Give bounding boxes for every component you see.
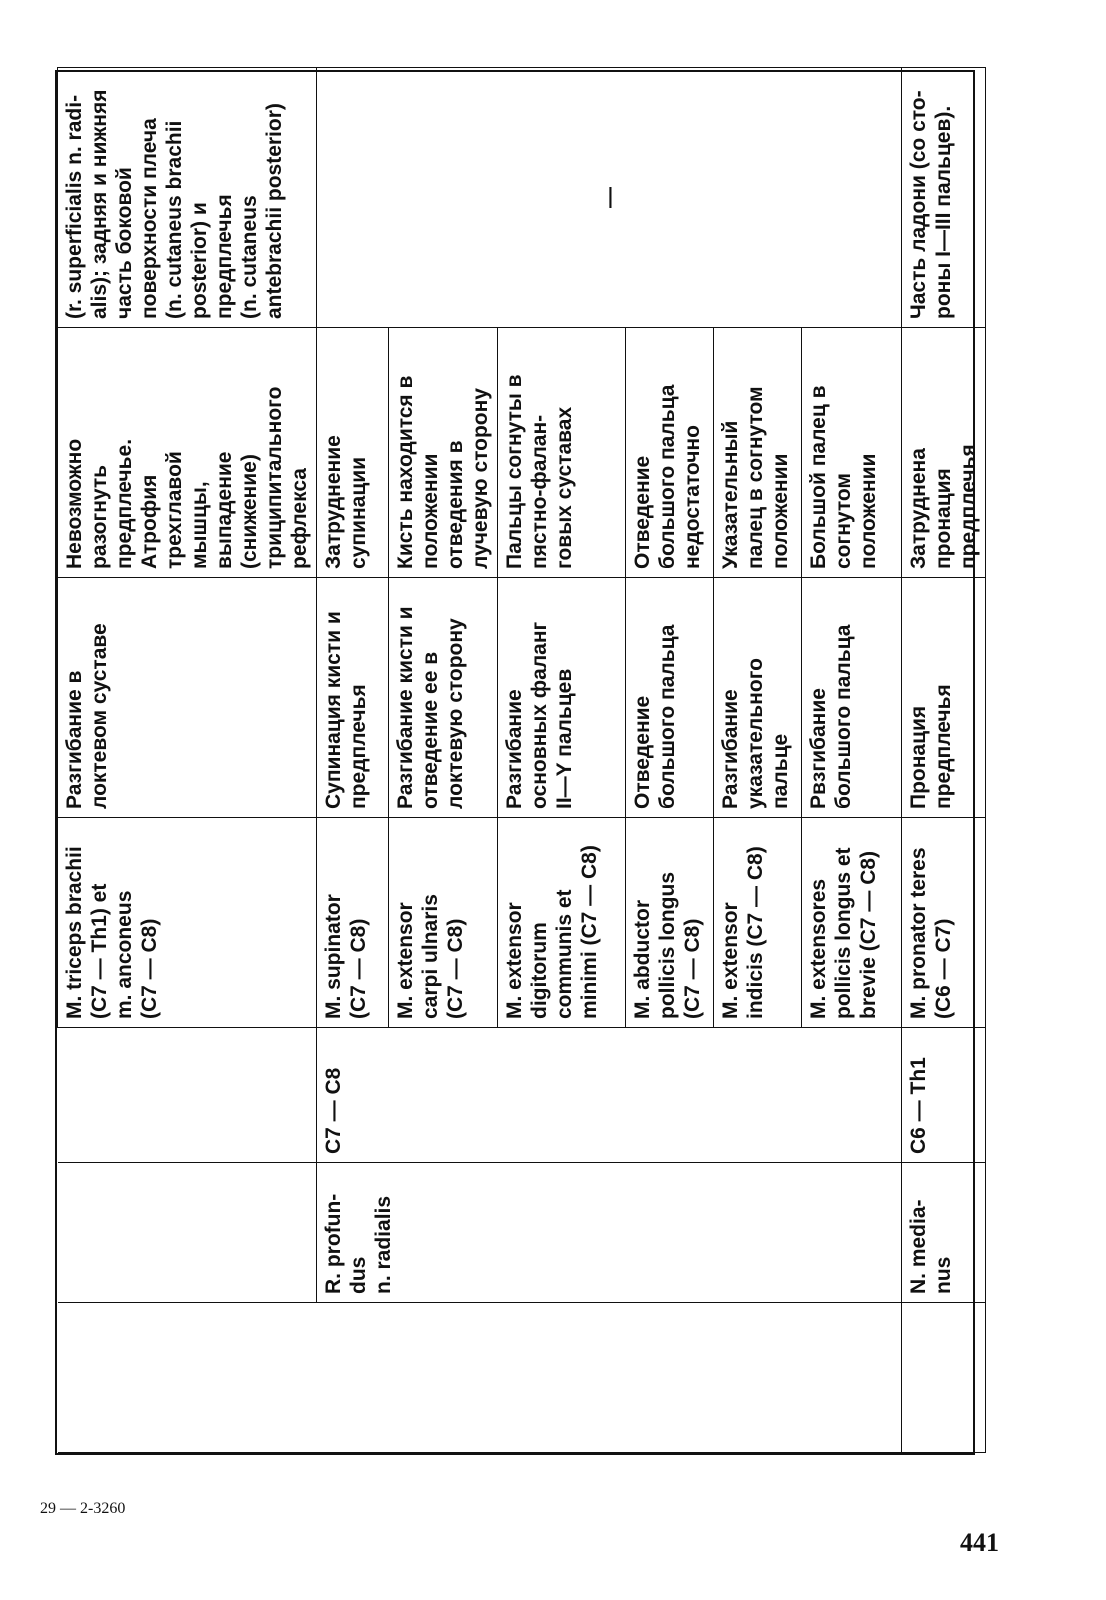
muscle-cell: M. pronator teres (C6 — C7) (902, 818, 986, 1028)
table-row (902, 68, 986, 1453)
page-number: 441 (960, 1528, 999, 1557)
table-cell (902, 1303, 986, 1453)
disorder-cell: Указательный палец в согнутом положении (714, 328, 802, 578)
disorder-cell: Кисть находится в положении отведения в лучевую сторону (389, 328, 498, 578)
nerve-cell: R. profun- dus n. radialis (317, 1163, 902, 1303)
function-cell: Разгибание основных фаланг II—Y пальцев (498, 578, 626, 818)
table-cell (58, 1163, 317, 1303)
function-cell: Отведение большого пальца (626, 578, 714, 818)
function-cell: Разгибание кисти и отведение ее в локтевую сторону (389, 578, 498, 818)
table-cell (317, 1303, 389, 1453)
muscle-cell: M. supinator (C7 — C8) (317, 818, 389, 1028)
rotated-table-container (55, 70, 980, 1455)
table-cell (58, 1303, 317, 1453)
table-cell (498, 1303, 626, 1453)
table-cell (626, 1303, 714, 1453)
table-row (58, 68, 317, 1453)
function-cell: Пронация предплечья (902, 578, 986, 818)
segments-cell: C7 — C8 (317, 1028, 902, 1163)
muscle-cell: M. extensor digitorum communis et minimi (C7 — C8) (498, 818, 626, 1028)
table-cell (714, 1303, 802, 1453)
disorder-cell: Затруднение супинации (317, 328, 389, 578)
table-cell (58, 1028, 317, 1163)
function-cell: Рвзгибание большого пальца (802, 578, 902, 818)
muscle-cell: M. extensor indicis (C7 — C8) (714, 818, 802, 1028)
disorder-cell: Отведение большого пальца недостаточно (626, 328, 714, 578)
muscle-cell: M. extensores pollicis longus et brevie (C7 — C8) (802, 818, 902, 1028)
table-row (317, 68, 389, 1453)
muscle-cell: M. abductor pollicis longus (C7 — C8) (626, 818, 714, 1028)
sensory-cell: (r. superficialis n. radi- alis); задняя и нижняя часть боковой поверхности плеча (n. cutaneus brachii posterior) и предплечья (n. cutaneus antebrachii posterior) (58, 68, 317, 328)
disorder-cell: Затруднена пронация предплечья (902, 328, 986, 578)
sensory-cell: — (317, 68, 902, 328)
nerve-muscle-table (57, 67, 986, 1453)
table-cell (389, 1303, 498, 1453)
muscle-cell: M. extensor carpi ulnaris (C7 — C8) (389, 818, 498, 1028)
disorder-cell: Большой палец в согнутом положении (802, 328, 902, 578)
segments-cell: C6 — Th1 (902, 1028, 986, 1163)
function-cell: Разгибание указательного пальце (714, 578, 802, 818)
table-cell (802, 1303, 902, 1453)
footer-code: 29 — 2-3260 (40, 1500, 126, 1517)
nerve-cell: N. media- nus (902, 1163, 986, 1303)
function-cell: Разгибание в локтевом суставе (58, 578, 317, 818)
function-cell: Супинация кисти и предплечья (317, 578, 389, 818)
sensory-cell: Часть ладони (со сто- роны I—III пальцев). (902, 68, 986, 328)
muscle-cell: M. triceps brachii (C7 — Th1) et m. anconeus (C7 — C8) (58, 818, 317, 1028)
disorder-cell: Невозможно разогнуть предплечье. Атрофия трехглавой мышцы, выпадение (снижение) триципитального рефлекса (58, 328, 317, 578)
disorder-cell: Пальцы согнуты в пястно-фалан- говых суставах (498, 328, 626, 578)
